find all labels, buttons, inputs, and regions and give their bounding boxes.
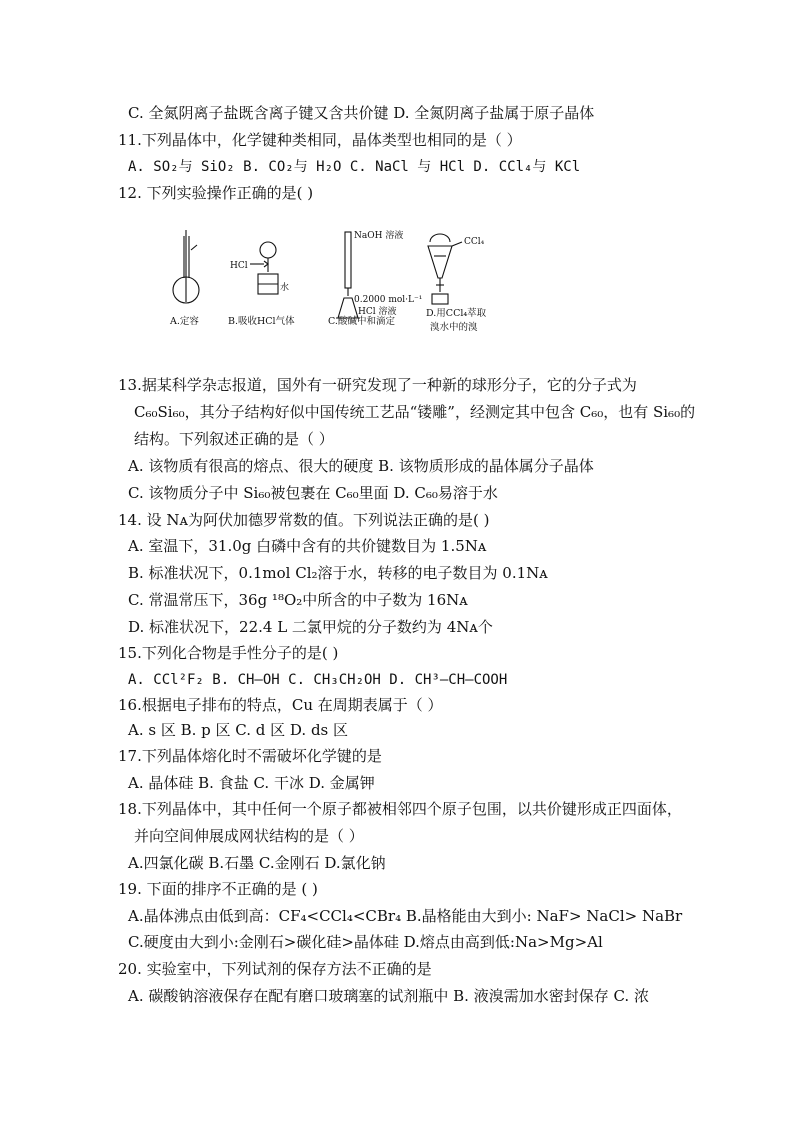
caption-a: A.定容	[170, 316, 199, 327]
q14-option-c: C. 常温常压下，36g ¹⁸O₂中所含的中子数为 16Nᴀ	[128, 591, 468, 609]
q13-options-ab: A. 该物质有很高的熔点、很大的硬度 B. 该物质形成的晶体属分子晶体	[128, 457, 594, 475]
q12-experiment-figure	[160, 228, 500, 346]
label-naoh: NaOH 溶液	[354, 231, 404, 241]
label-hcl-solution: HCl 溶液	[358, 307, 397, 317]
caption-d-line2: 溴水中的溴	[430, 322, 478, 333]
experiment-apparatus-diagram	[160, 228, 500, 346]
q20-options: A. 碳酸钠溶液保存在配有磨口玻璃塞的试剂瓶中 B. 液溴需加水密封保存 C. 浓	[128, 987, 649, 1005]
q11-options: A. SO₂与 SiO₂ B. CO₂与 H₂O C. NaCl 与 HCl D. CCl₄与 KCl	[128, 159, 581, 175]
q17-options: A. 晶体硅 B. 食盐 C. 干冰 D. 金属钾	[128, 774, 375, 792]
label-ccl4: CCl₄	[464, 237, 485, 247]
q13-options-cd: C. 该物质分子中 Si₆₀被包裹在 C₆₀里面 D. C₆₀易溶于水	[128, 484, 498, 502]
label-water: 水	[280, 283, 290, 293]
q15-options: A. CCl²F₂ B. CH—OH C. CH₃CH₂OH D. CH³—CH—COOH	[128, 672, 508, 688]
q14-option-a: A. 室温下，31.0g 白磷中含有的共价键数目为 1.5Nᴀ	[128, 537, 487, 555]
caption-c: C.酸碱中和滴定	[328, 316, 395, 327]
q16-stem: 16.根据电子排布的特点，Cu 在周期表属于（ ）	[118, 696, 443, 714]
q18-stem-line1: 18.下列晶体中，其中任何一个原子都被相邻四个原子包围，以共价键形成正四面体，	[118, 800, 682, 818]
q13-stem-line2: C₆₀Si₆₀，其分子结构好似中国传统工艺品“镂雕”，经测定其中包含 C₆₀，也有 Si₆₀的	[134, 403, 696, 421]
q14-option-d: D. 标准状况下，22.4 L 二氯甲烷的分子数约为 4Nᴀ个	[128, 618, 493, 636]
q15-stem: 15.下列化合物是手性分子的是( )	[118, 644, 339, 662]
q14-option-b: B. 标准状况下，0.1mol Cl₂溶于水，转移的电子数目为 0.1Nᴀ	[128, 564, 548, 582]
q10-option-cd: C. 全氮阴离子盐既含离子键又含共价键 D. 全氮阴离子盐属于原子晶体	[128, 104, 595, 122]
q13-stem-line1: 13.据某科学杂志报道，国外有一研究发现了一种新的球形分子，它的分子式为	[118, 376, 637, 394]
q19-options-ab: A.晶体沸点由低到高：CF₄<CCl₄<CBr₄ B.晶格能由大到小: NaF> NaCl> NaBr	[128, 907, 683, 925]
q14-stem: 14. 设 Nᴀ为阿伏加德罗常数的值。下列说法正确的是( )	[118, 511, 490, 529]
q13-stem-line3: 结构。下列叙述正确的是（ ）	[134, 430, 334, 448]
q18-options: A.四氯化碳 B.石墨 C.金刚石 D.氯化钠	[128, 854, 386, 872]
q18-stem-line2: 并向空间伸展成网状结构的是（ ）	[134, 827, 364, 845]
q17-stem: 17.下列晶体熔化时不需破坏化学键的是	[118, 747, 382, 765]
q20-stem: 20. 实验室中，下列试剂的保存方法不正确的是	[118, 960, 432, 978]
q16-options: A. s 区 B. p 区 C. d 区 D. ds 区	[128, 721, 349, 739]
caption-d-line1: D.用CCl₄萃取	[426, 308, 487, 319]
q11-stem: 11.下列晶体中，化学键种类相同，晶体类型也相同的是（ ）	[118, 131, 522, 149]
q12-stem: 12. 下列实验操作正确的是( )	[118, 184, 314, 202]
q19-stem: 19. 下面的排序不正确的是 ( )	[118, 880, 318, 898]
caption-b: B.吸收HCl气体	[228, 316, 295, 327]
label-hcl: HCl	[230, 261, 248, 271]
q19-options-cd: C.硬度由大到小:金刚石>碳化硅>晶体硅 D.熔点由高到低:Na>Mg>Al	[128, 933, 603, 951]
label-concentration: 0.2000 mol·L⁻¹	[354, 295, 423, 305]
